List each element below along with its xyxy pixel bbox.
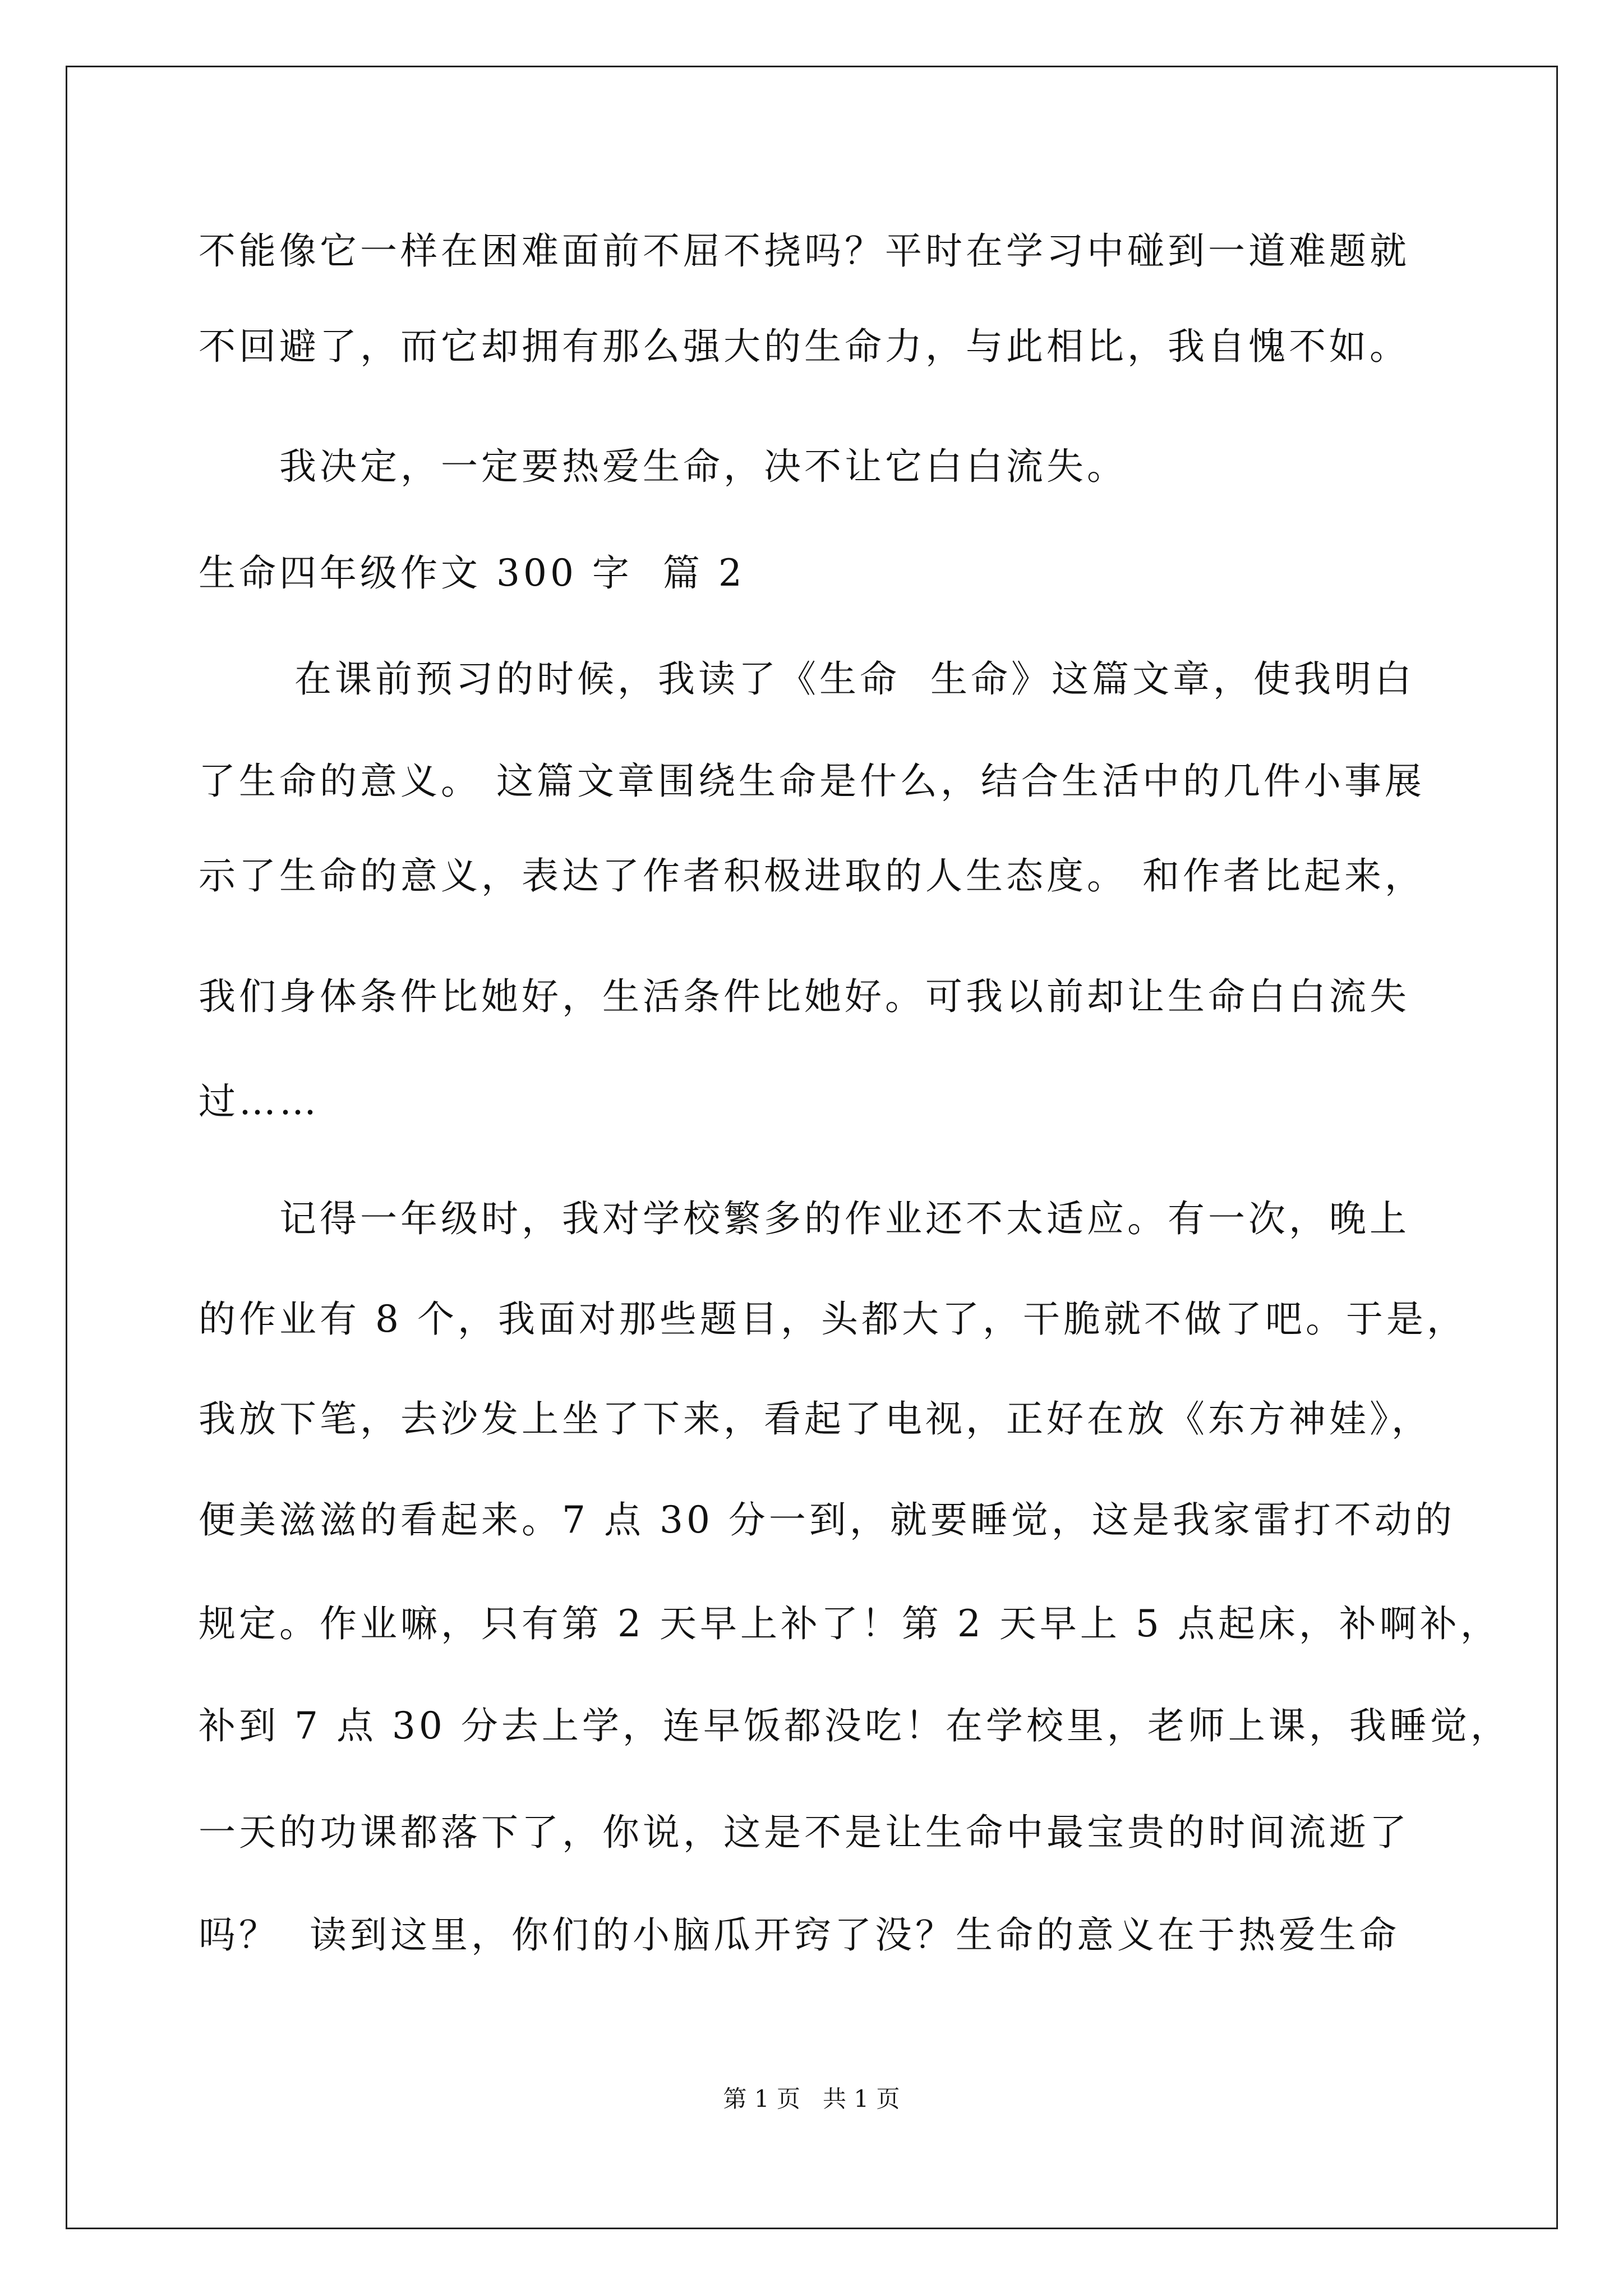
- text-line: 便美滋滋的看起来。7 点 30 分一到，就要睡觉，这是我家雷打不动的: [199, 1498, 1455, 1542]
- text-line: 补到 7 点 30 分去上学，连早饭都没吃！在学校里，老师上课，我睡觉，: [199, 1704, 1511, 1747]
- text-line: 不能像它一样在困难面前不屈不挠吗？平时在学习中碰到一道难题就: [199, 229, 1410, 273]
- text-line: 我们身体条件比她好，生活条件比她好。可我以前却让生命白白流失: [199, 975, 1410, 1018]
- text-line: 示了生命的意义，表达了作者积极进取的人生态度。 和作者比起来，: [199, 854, 1425, 898]
- section-heading: 生命四年级作文 300 字 篇 2: [199, 551, 745, 595]
- text-line: 的作业有 8 个，我面对那些题目，头都大了，干脆就不做了吧。于是，: [199, 1297, 1467, 1341]
- text-line: 了生命的意义。 这篇文章围绕生命是什么，结合生活中的几件小事展: [199, 760, 1425, 803]
- page-border: [66, 66, 1558, 2229]
- page-footer: 第 1 页 共 1 页: [723, 2085, 900, 2113]
- text-line: 过……: [199, 1080, 320, 1123]
- text-line: 吗？ 读到这里，你们的小脑瓜开窍了没？生命的意义在于热爱生命: [199, 1913, 1400, 1957]
- text-line: 我放下笔，去沙发上坐了下来，看起了电视，正好在放《东方神娃》，: [199, 1397, 1432, 1441]
- text-line: 不回避了，而它却拥有那么强大的生命力，与此相比，我自愧不如。: [199, 325, 1410, 368]
- text-line: 规定。作业嘛，只有第 2 天早上补了！第 2 天早上 5 点起床，补啊补，: [199, 1602, 1501, 1645]
- text-line: 在课前预习的时候，我读了《生命 生命》这篇文章，使我明白: [199, 657, 1415, 701]
- text-line: 一天的功课都落下了，你说，这是不是让生命中最宝贵的时间流逝了: [199, 1811, 1410, 1854]
- text-line: 记得一年级时，我对学校繁多的作业还不太适应。有一次，晚上: [199, 1197, 1410, 1240]
- text-line: 我决定，一定要热爱生命，决不让它白白流失。: [199, 445, 1127, 488]
